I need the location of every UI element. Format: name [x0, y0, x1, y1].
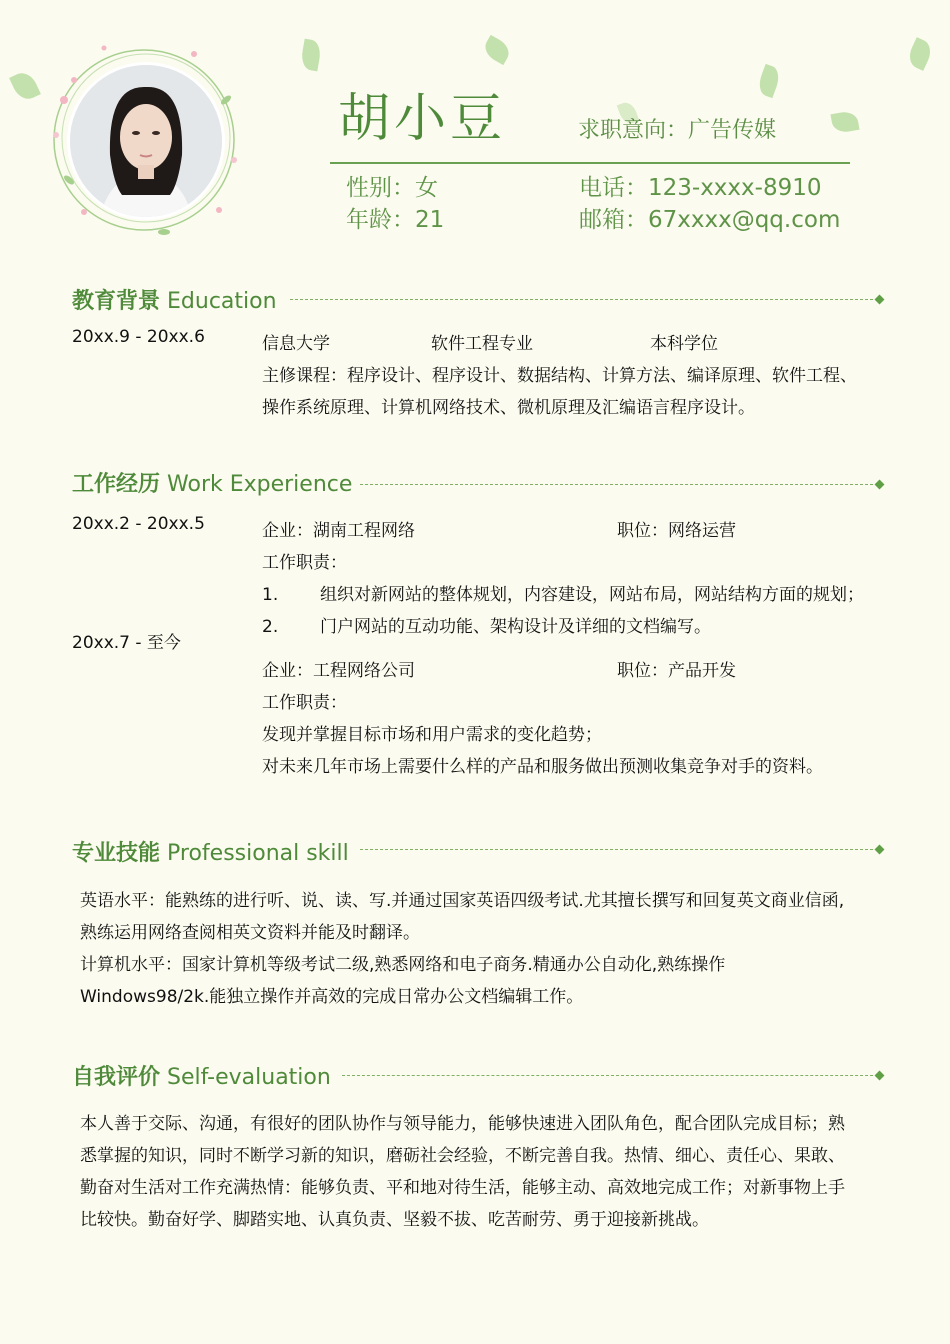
email-field: 邮箱：67xxxx@qq.com: [579, 207, 841, 233]
education-divider: [290, 299, 878, 300]
self-eval-line1: 本人善于交际、沟通，有很好的团队协作与领导能力，能够快速进入团队角色，配合团队完成目标；熟: [80, 1114, 845, 1134]
leaf-decoration: [300, 39, 323, 72]
self-eval-heading-en: Self-evaluation: [167, 1065, 331, 1090]
job2-date: 20xx.7 - 至今: [72, 633, 181, 653]
leaf-decoration: [755, 64, 782, 98]
skills-line4: Windows98/2k.能独立操作并高效的完成日常办公文档编辑工作。: [80, 987, 584, 1007]
profile-photo: [70, 65, 222, 217]
job2-duty-label: 工作职责：: [262, 693, 347, 713]
work-divider-dot: [875, 480, 885, 490]
self-eval-divider: [342, 1075, 878, 1076]
education-heading: [72, 284, 277, 315]
leaf-decoration: [905, 37, 935, 71]
self-eval-line2: 悉掌握的知识，同时不断学习新的知识，磨砺社会经验，不断完善自我。热情、细心、责任心、果敢、: [80, 1146, 845, 1166]
age-field: 年龄：21: [346, 207, 445, 233]
work-heading: [72, 467, 352, 498]
skills-divider-dot: [875, 845, 885, 855]
leaf-decoration: [481, 35, 514, 65]
job1-duty1-number: 1.: [262, 585, 279, 605]
self-eval-heading: [72, 1060, 331, 1091]
job-intent: 求职意向：广告传媒: [578, 118, 777, 143]
skills-line2: 熟练运用网络查阅相英文资料并能及时翻译。: [80, 923, 420, 943]
job2-duty2: 对未来几年市场上需要什么样的产品和服务做出预测收集竞争对手的资料。: [262, 757, 823, 777]
self-eval-line3: 勤奋对生活对工作充满热情：能够负责、平和地对待生活，能够主动、高效地完成工作；对新事物上手: [80, 1178, 845, 1198]
skills-line3: 计算机水平：国家计算机等级考试二级,熟悉网络和电子商务.精通办公自动化,熟练操作: [80, 955, 726, 975]
job1-duty1: 组织对新网站的整体规划，内容建设，网站布局，网站结构方面的规划；: [320, 585, 864, 605]
education-date: 20xx.9 - 20xx.6: [72, 327, 205, 347]
education-courses-line2: 操作系统原理、计算机网络技术、微机原理及汇编语言程序设计。: [262, 398, 755, 418]
education-courses-line1: 主修课程：程序设计、程序设计、数据结构、计算方法、编译原理、软件工程、: [262, 366, 857, 386]
self-eval-heading-zh: 自我评价: [72, 1065, 161, 1090]
candidate-name: 胡小豆: [338, 89, 507, 149]
education-divider-dot: [875, 295, 885, 305]
job1-duty2: 门户网站的互动功能、架构设计及详细的文档编写。: [320, 617, 711, 637]
job1-duty-label: 工作职责：: [262, 553, 347, 573]
self-eval-divider-dot: [875, 1071, 885, 1081]
skills-heading-en: Professional skill: [167, 841, 349, 866]
job1-duty2-number: 2.: [262, 617, 279, 637]
job1-company: 企业：湖南工程网络: [262, 521, 415, 541]
work-heading-en: Work Experience: [167, 472, 353, 497]
education-heading-en: Education: [167, 289, 277, 314]
skills-divider: [360, 849, 878, 850]
skills-heading: [72, 836, 349, 867]
header-divider: [330, 162, 850, 164]
gender-field: 性别：女: [346, 175, 438, 201]
education-major: 软件工程专业: [431, 334, 533, 354]
job2-duty1: 发现并掌握目标市场和用户需求的变化趋势；: [262, 725, 602, 745]
work-divider: [360, 484, 878, 485]
education-heading-zh: 教育背景: [72, 289, 161, 314]
leaf-decoration: [830, 110, 859, 134]
job2-position: 职位：产品开发: [617, 661, 736, 681]
self-eval-line4: 比较快。勤奋好学、脚踏实地、认真负责、坚毅不拔、吃苦耐劳、勇于迎接新挑战。: [80, 1210, 709, 1230]
job1-position: 职位：网络运营: [617, 521, 736, 541]
education-degree: 本科学位: [650, 334, 718, 354]
skills-line1: 英语水平：能熟练的进行听、说、读、写.并通过国家英语四级考试.尤其擅长撰写和回复英文商业信函,: [80, 891, 845, 911]
leaf-decoration: [9, 69, 41, 104]
education-school: 信息大学: [262, 334, 330, 354]
job1-date: 20xx.2 - 20xx.5: [72, 514, 205, 534]
job2-company: 企业：工程网络公司: [262, 661, 415, 681]
work-heading-zh: 工作经历: [72, 472, 161, 497]
skills-heading-zh: 专业技能: [72, 841, 161, 866]
phone-field: 电话：123-xxxx-8910: [579, 175, 822, 201]
